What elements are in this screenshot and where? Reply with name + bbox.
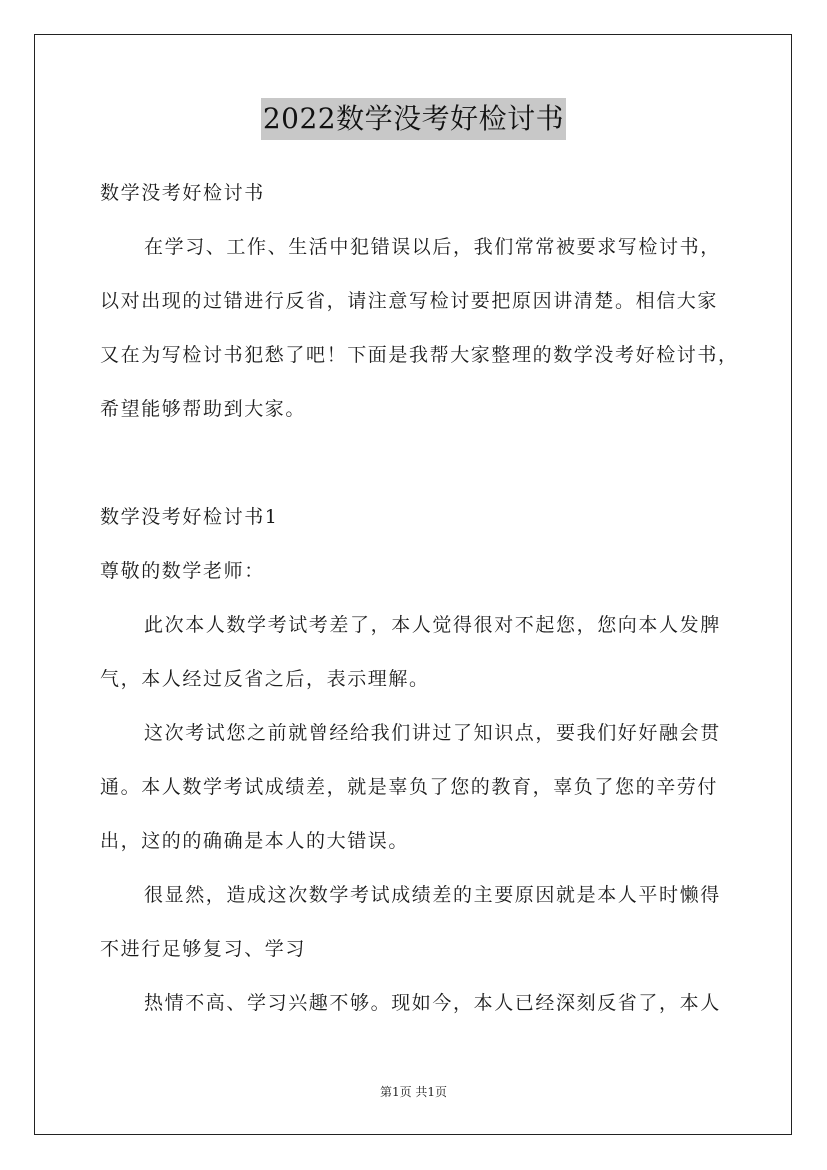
paragraph-line: 很显然，造成这次数学考试成绩差的主要原因就是本人平时懒得 <box>144 884 721 906</box>
paragraph-line: 热情不高、学习兴趣不够。现如今，本人已经深刻反省了，本人 <box>144 992 721 1014</box>
section-heading: 数学没考好检讨书1 <box>100 506 279 528</box>
document-title: 2022数学没考好检讨书 <box>261 98 566 140</box>
paragraph-line: 此次本人数学考试考差了，本人觉得很对不起您，您向本人发脾 <box>144 614 721 636</box>
salutation: 尊敬的数学老师： <box>100 560 265 582</box>
paragraph-line: 这次考试您之前就曾经给我们讲过了知识点，要我们好好融会贯 <box>144 722 721 744</box>
paragraph-line: 出，这的的确确是本人的大错误。 <box>100 830 410 852</box>
paragraph-line: 气，本人经过反省之后，表示理解。 <box>100 668 430 690</box>
paragraph-line: 希望能够帮助到大家。 <box>100 398 307 420</box>
paragraph-line: 通。本人数学考试成绩差，就是辜负了您的教育，辜负了您的辛劳付 <box>100 776 719 798</box>
title-container <box>0 98 827 140</box>
intro-heading: 数学没考好检讨书 <box>100 182 265 204</box>
paragraph-line: 不进行足够复习、学习 <box>100 938 307 960</box>
paragraph-line: 在学习、工作、生活中犯错误以后，我们常常被要求写检讨书， <box>144 236 721 258</box>
page-footer: 第1页 共1页 <box>379 1085 448 1099</box>
paragraph-line: 又在为写检讨书犯愁了吧！下面是我帮大家整理的数学没考好检讨书， <box>100 344 739 366</box>
paragraph-line: 以对出现的过错进行反省，请注意写检讨要把原因讲清楚。相信大家 <box>100 290 719 312</box>
